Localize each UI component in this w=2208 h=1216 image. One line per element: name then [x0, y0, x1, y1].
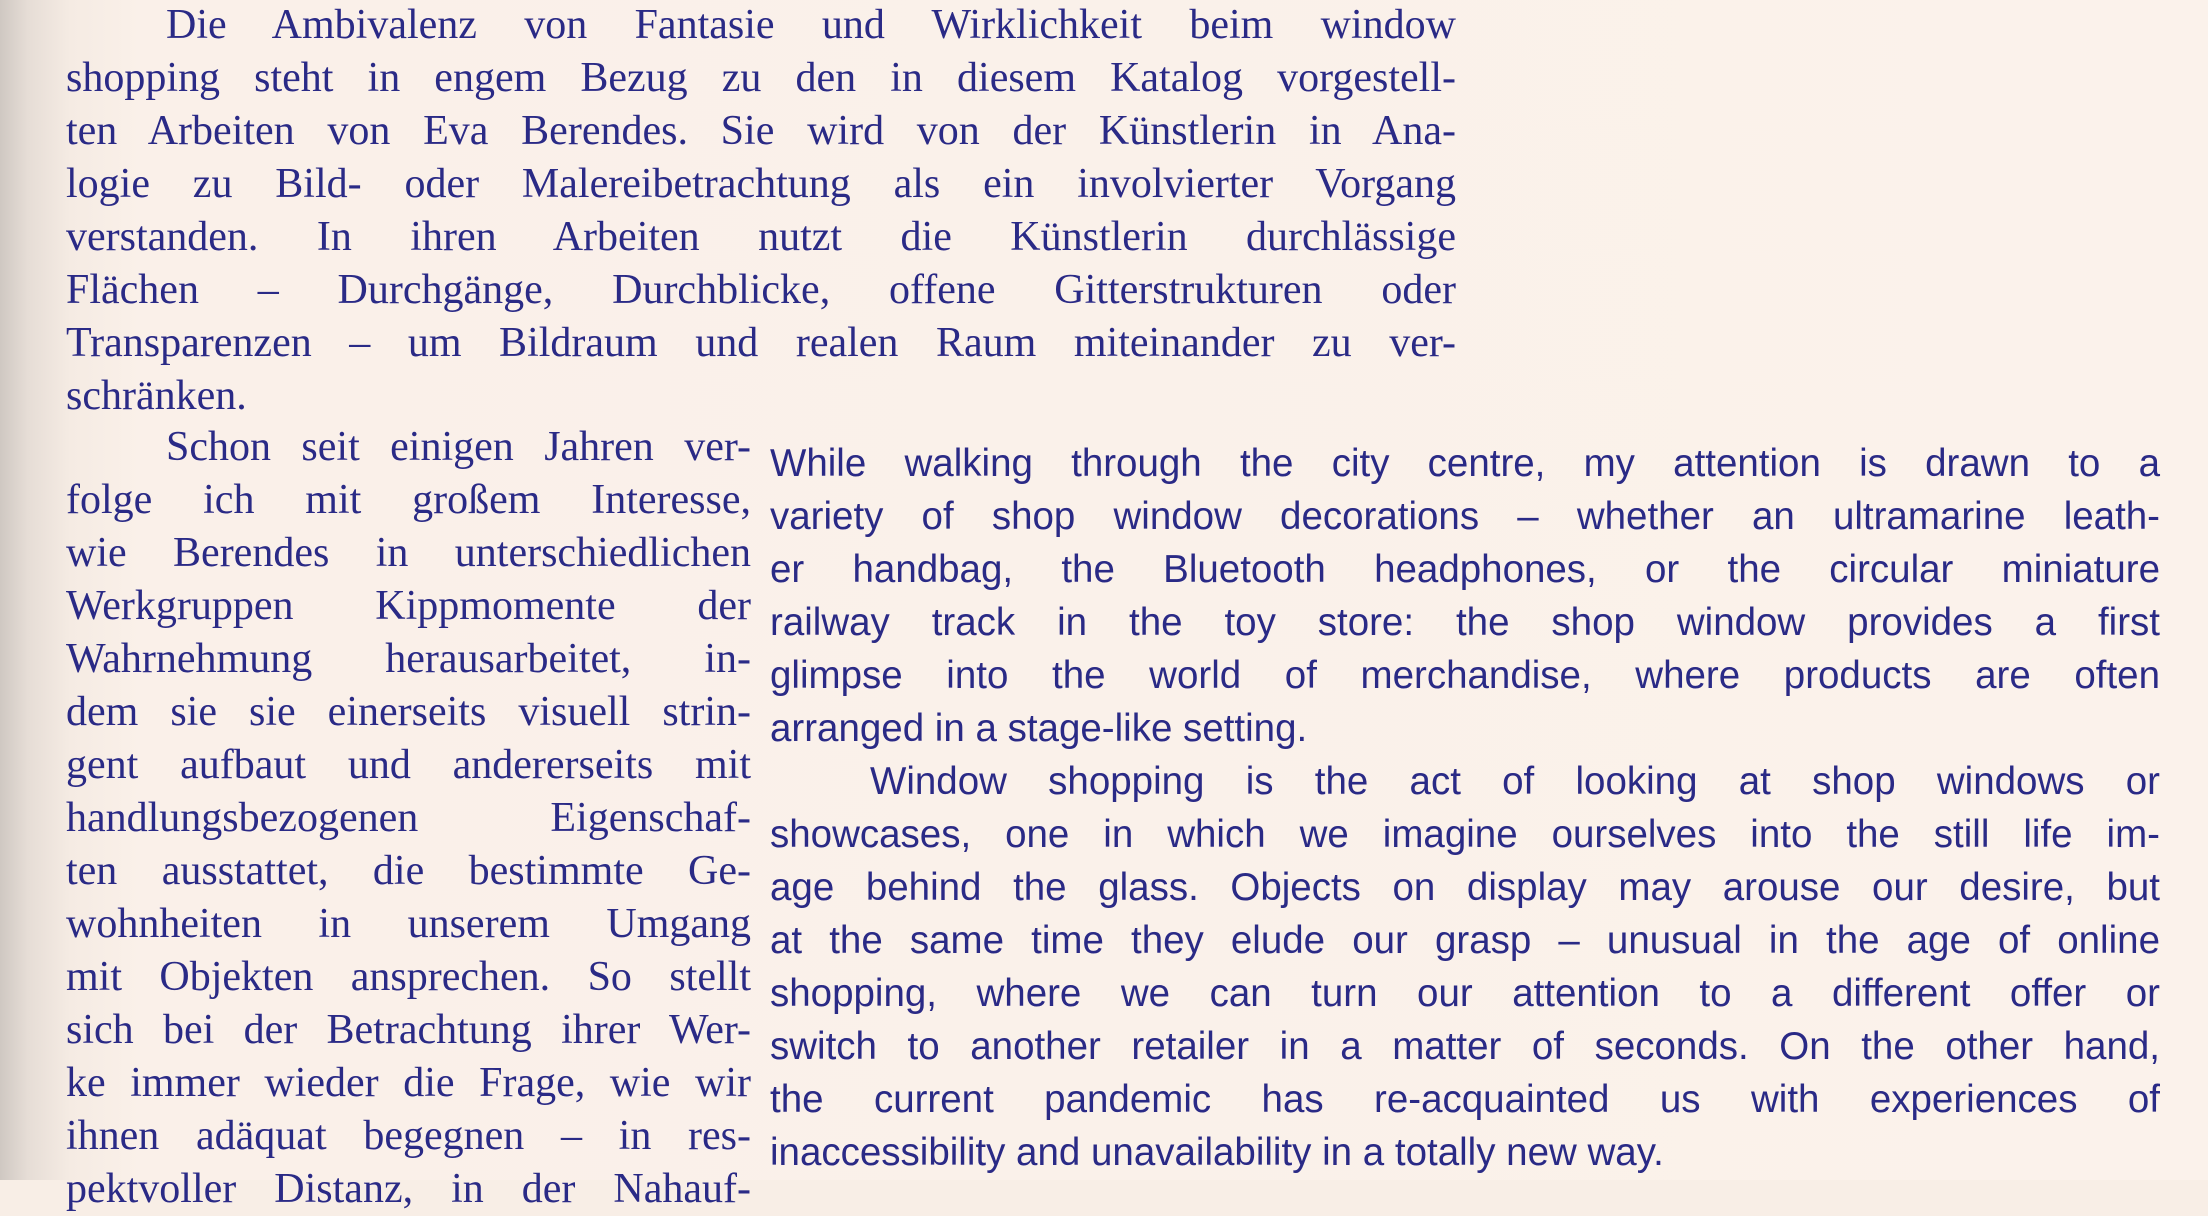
- text-line: While walking through the city centre, my attention is drawn to a: [770, 442, 2160, 485]
- text-line: Window shopping is the act of looking at shop windows or: [870, 760, 2160, 803]
- text-line: pektvoller Distanz, in der Nahauf-: [66, 1166, 751, 1212]
- text-line: ke immer wieder die Frage, wie wir: [66, 1060, 751, 1106]
- text-line: mit Objekten ansprechen. So stellt: [66, 954, 751, 1000]
- text-line: age behind the glass. Objects on display may arouse our desire, but: [770, 866, 2160, 909]
- text-line: arranged in a stage-like setting.: [770, 707, 1308, 750]
- text-line: railway track in the toy store: the shop window provides a first: [770, 601, 2160, 644]
- text-line: shopping, where we can turn our attention to a different offer or: [770, 972, 2160, 1015]
- text-line: Transparenzen – um Bildraum und realen Raum miteinander zu ver-: [66, 320, 1456, 366]
- text-line: ihnen adäquat begegnen – in res-: [66, 1113, 751, 1159]
- text-line: Die Ambivalenz von Fantasie und Wirklichkeit beim window: [166, 2, 1456, 48]
- text-line: dem sie sie einerseits visuell strin-: [66, 689, 751, 735]
- text-line: showcases, one in which we imagine ourselves into the still life im-: [770, 813, 2160, 856]
- text-line: logie zu Bild- oder Malereibetrachtung als ein involvierter Vorgang: [66, 161, 1456, 207]
- text-line: Flächen – Durchgänge, Durchblicke, offene Gitterstrukturen oder: [66, 267, 1456, 313]
- text-line: switch to another retailer in a matter of seconds. On the other hand,: [770, 1025, 2160, 1068]
- text-line: verstanden. In ihren Arbeiten nutzt die Künstlerin durchlässige: [66, 214, 1456, 260]
- text-line: handlungsbezogenen Eigenschaf-: [66, 795, 751, 841]
- text-line: inaccessibility and unavailability in a totally new way.: [770, 1131, 1664, 1174]
- text-line: glimpse into the world of merchandise, where products are often: [770, 654, 2160, 697]
- text-line: Schon seit einigen Jahren ver-: [166, 424, 751, 470]
- german-paragraph-intro: [66, 0, 1456, 423]
- text-line: the current pandemic has re-acquainted us with experiences of: [770, 1078, 2160, 1121]
- text-line: Wahrnehmung herausarbeitet, in-: [66, 636, 751, 682]
- text-line: at the same time they elude our grasp – unusual in the age of online: [770, 919, 2160, 962]
- text-line: Werkgruppen Kippmomente der: [66, 583, 751, 629]
- german-column: [66, 421, 751, 1216]
- text-line: wie Berendes in unterschiedlichen: [66, 530, 751, 576]
- text-line: wohnheiten in unserem Umgang: [66, 901, 751, 947]
- text-line: ten ausstattet, die bestimmte Ge-: [66, 848, 751, 894]
- text-line: er handbag, the Bluetooth headphones, or the circular miniature: [770, 548, 2160, 591]
- text-line: sich bei der Betrachtung ihrer Wer-: [66, 1007, 751, 1053]
- text-line: folge ich mit großem Interesse,: [66, 477, 751, 523]
- text-line: variety of shop window decorations – whether an ultramarine leath-: [770, 495, 2160, 538]
- text-line: gent aufbaut und andererseits mit: [66, 742, 751, 788]
- english-column: [770, 437, 2160, 1179]
- text-line: shopping steht in engem Bezug zu den in diesem Katalog vorgestell-: [66, 55, 1456, 101]
- text-line: schränken.: [66, 373, 247, 419]
- text-line: ten Arbeiten von Eva Berendes. Sie wird von der Künstlerin in Ana-: [66, 108, 1456, 154]
